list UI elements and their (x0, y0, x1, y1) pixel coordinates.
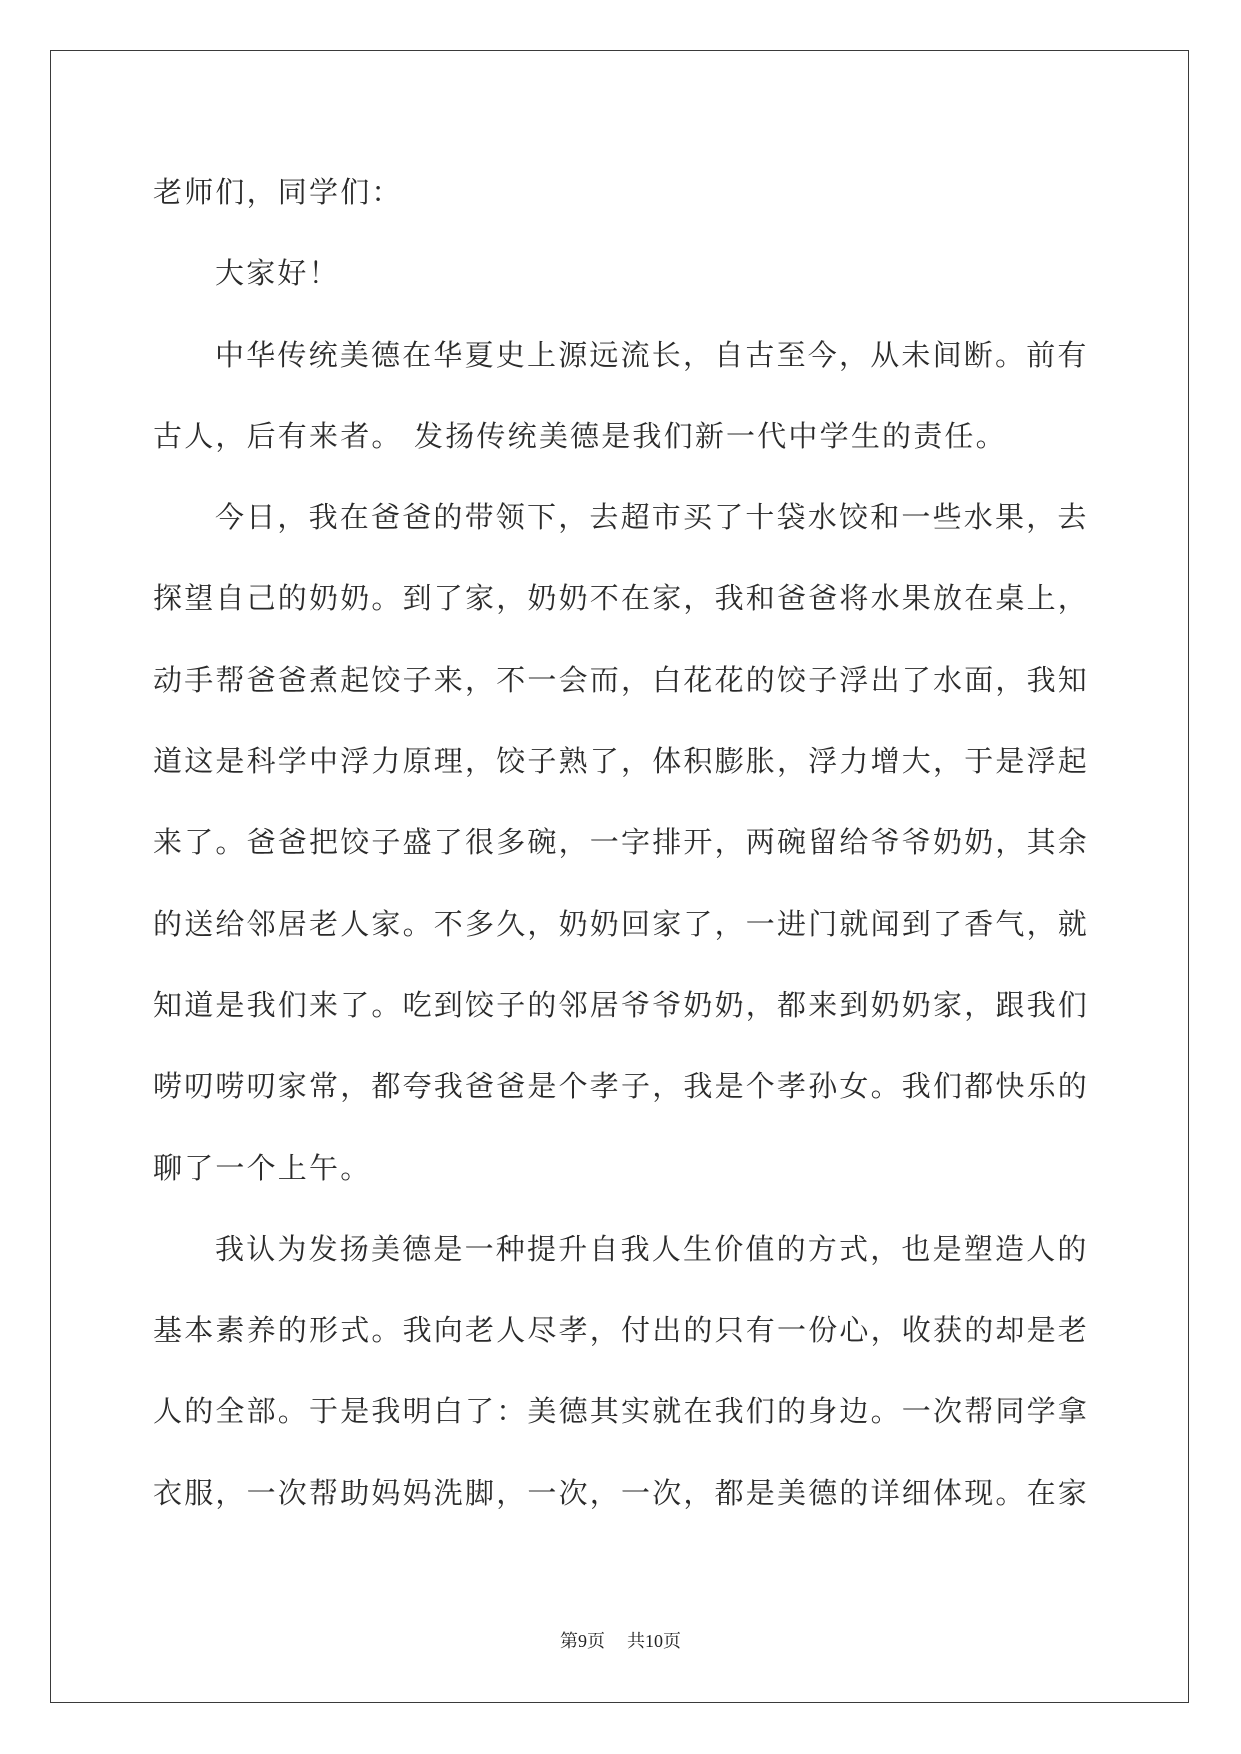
text-line: 道这是科学中浮力原理，饺子熟了，体积膨胀，浮力增大，于是浮起 (153, 744, 1090, 779)
text-line: 动手帮爸爸煮起饺子来，不一会而，白花花的饺子浮出了水面，我知 (153, 662, 1090, 697)
text-line: 人的全部。于是我明白了：美德其实就在我们的身边。一次帮同学拿 (153, 1394, 1090, 1429)
page-total: 共10页 (627, 1631, 681, 1651)
paragraph (153, 477, 1103, 1209)
paragraph (153, 315, 1103, 478)
text-line: 唠叨唠叨家常，都夸我爸爸是个孝子，我是个孝孙女。我们都快乐的 (153, 1069, 1090, 1104)
paragraph (153, 1209, 1103, 1534)
text-line: 今日，我在爸爸的带领下，去超市买了十袋水饺和一些水果，去 (215, 500, 1089, 535)
page-footer (0, 1627, 1241, 1655)
text-line: 中华传统美德在华夏史上源远流长，自古至今，从未间断。前有 (215, 337, 1089, 372)
text-line: 古人，后有来者。 发扬传统美德是我们新一代中学生的责任。 (153, 418, 1007, 453)
text-line: 知道是我们来了。吃到饺子的邻居爷爷奶奶，都来到奶奶家，跟我们 (153, 987, 1090, 1022)
text-line: 我认为发扬美德是一种提升自我人生价值的方式，也是塑造人的 (215, 1231, 1089, 1266)
text-line: 衣服，一次帮助妈妈洗脚，一次，一次，都是美德的详细体现。在家 (153, 1475, 1090, 1510)
text-line: 探望自己的奶奶。到了家，奶奶不在家，我和爸爸将水果放在桌上， (153, 581, 1090, 616)
text-line: 聊了一个上午。 (153, 1150, 372, 1185)
salutation: 老师们，同学们： (153, 175, 403, 209)
page-number: 第9页 (560, 1631, 605, 1651)
document-body (153, 152, 1103, 1534)
paragraph (153, 233, 1103, 314)
text-line: 的送给邻居老人家。不多久，奶奶回家了，一进门就闻到了香气，就 (153, 906, 1090, 941)
text-line: 基本素养的形式。我向老人尽孝，付出的只有一份心，收获的却是老 (153, 1313, 1090, 1348)
text-line: 大家好！ (215, 256, 340, 291)
text-line: 来了。爸爸把饺子盛了很多碗，一字排开，两碗留给爷爷奶奶，其余 (153, 825, 1090, 860)
